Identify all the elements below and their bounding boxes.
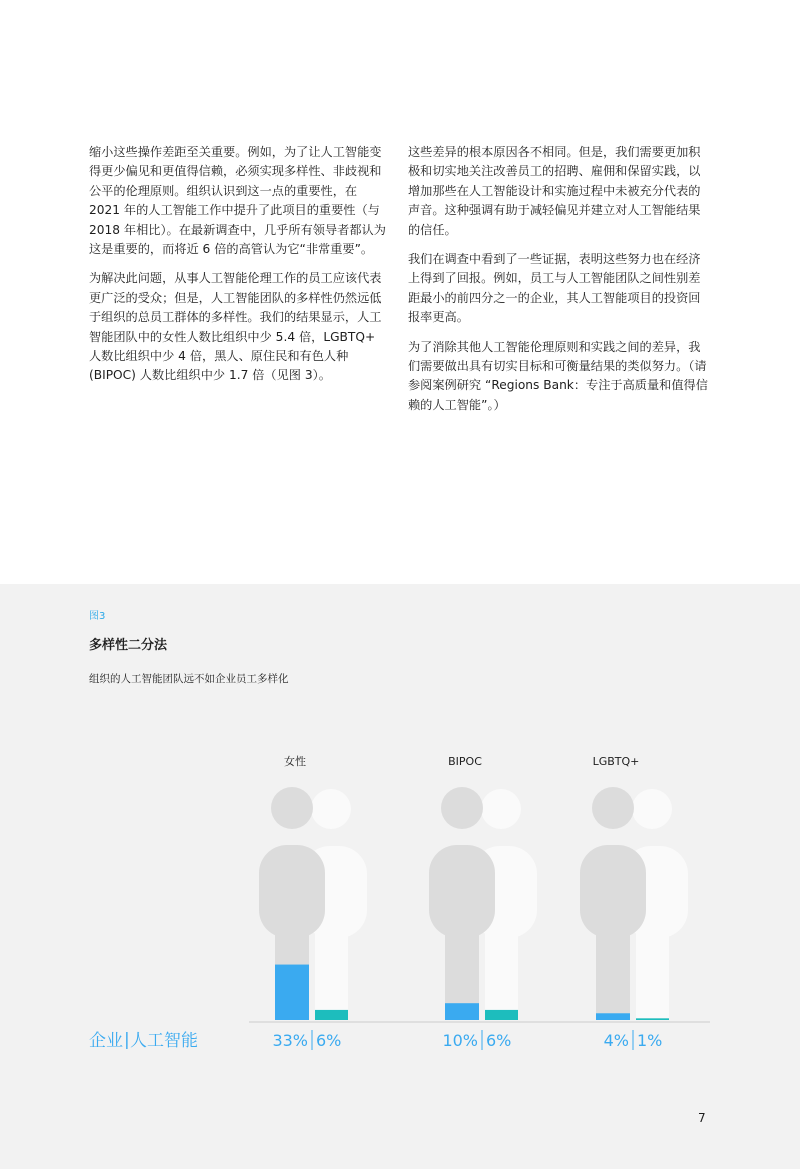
legend-enterprise: 企业 xyxy=(89,1031,123,1051)
ai-team-value-label: 6% xyxy=(486,1031,512,1050)
paragraph: 缩小这些操作差距至关重要。例如，为了让人工智能变得更少偏见和更值得信赖，必须实现多样性、非歧视和公平的伦理原则。组织认识到这一点的重要性，在 2021 年的人工智能工作中提升了此项目的重要性（与 2018 年相比）。在最新调查中，几乎所有领导者都认为这是重要的，而将近 6 倍的高管认为它“非常重要”。 xyxy=(89,145,386,257)
enterprise-bar xyxy=(445,1003,479,1020)
ai-team-head xyxy=(311,789,351,829)
ai-team-bar xyxy=(636,1018,669,1020)
ai-team-value-label: 6% xyxy=(316,1031,342,1050)
legend-separator: | xyxy=(124,1030,130,1050)
figure-subtitle: 组织的人工智能团队远不如企业员工多样化 xyxy=(89,673,289,685)
ai-team-value-label: 1% xyxy=(637,1031,663,1050)
enterprise-head xyxy=(441,787,483,829)
page-number: 7 xyxy=(698,1111,706,1125)
ai-team-head xyxy=(481,789,521,829)
body-text-left-column xyxy=(89,143,391,396)
enterprise-value-label: 4% xyxy=(603,1031,629,1050)
ai-team-bar xyxy=(315,1010,348,1020)
body-text-right-column xyxy=(408,143,710,425)
enterprise-bar xyxy=(596,1013,630,1020)
paragraph: 我们在调查中看到了一些证据，表明这些努力也在经济上得到了回报。例如，员工与人工智能团队之间性别差距最小的前四分之一的企业，其人工智能项目的投资回报率更高。 xyxy=(408,252,701,325)
enterprise-head xyxy=(592,787,634,829)
enterprise-bar xyxy=(275,965,309,1020)
figure-title: 多样性二分法 xyxy=(89,638,168,653)
enterprise-value-label: 10% xyxy=(442,1031,478,1050)
diversity-chart xyxy=(0,584,800,1169)
figure-panel xyxy=(0,584,800,1169)
ai-team-bar xyxy=(485,1010,518,1020)
enterprise-legs xyxy=(596,884,630,1020)
enterprise-legs xyxy=(445,884,479,1020)
category-label: LGBTQ+ xyxy=(592,755,640,768)
enterprise-head xyxy=(271,787,313,829)
category-label: 女性 xyxy=(284,755,306,768)
figure-label: 图3 xyxy=(89,611,106,622)
category-label: BIPOC xyxy=(448,755,482,768)
paragraph: 为了消除其他人工智能伦理原则和实践之间的差异，我们需要做出具有切实目标和可衡量结果的类似努力。（请参阅案例研究 “Regions Bank：专注于高质量和值得信赖的人工智能”。） xyxy=(408,339,708,412)
ai-team-head xyxy=(632,789,672,829)
legend-ai: 人工智能 xyxy=(130,1031,198,1051)
enterprise-value-label: 33% xyxy=(272,1031,308,1050)
paragraph: 为解决此问题，从事人工智能伦理工作的员工应该代表更广泛的受众；但是，人工智能团队的多样性仍然远低于组织的总员工群体的多样性。我们的结果显示，人工智能团队中的女性人数比组织中少 5.4 倍，LGBTQ+ 人数比组织中少 4 倍，黑人、原住民和有色人种 (BIPOC) 人数比组织中少 1.7 倍（见图 3）。 xyxy=(89,271,382,383)
paragraph: 这些差异的根本原因各不相同。但是，我们需要更加积极和切实地关注改善员工的招聘、雇佣和保留实践，以增加那些在人工智能设计和实施过程中未被充分代表的声音。这种强调有助于减轻偏见并建立对人工智能结果的信任。 xyxy=(408,145,701,237)
